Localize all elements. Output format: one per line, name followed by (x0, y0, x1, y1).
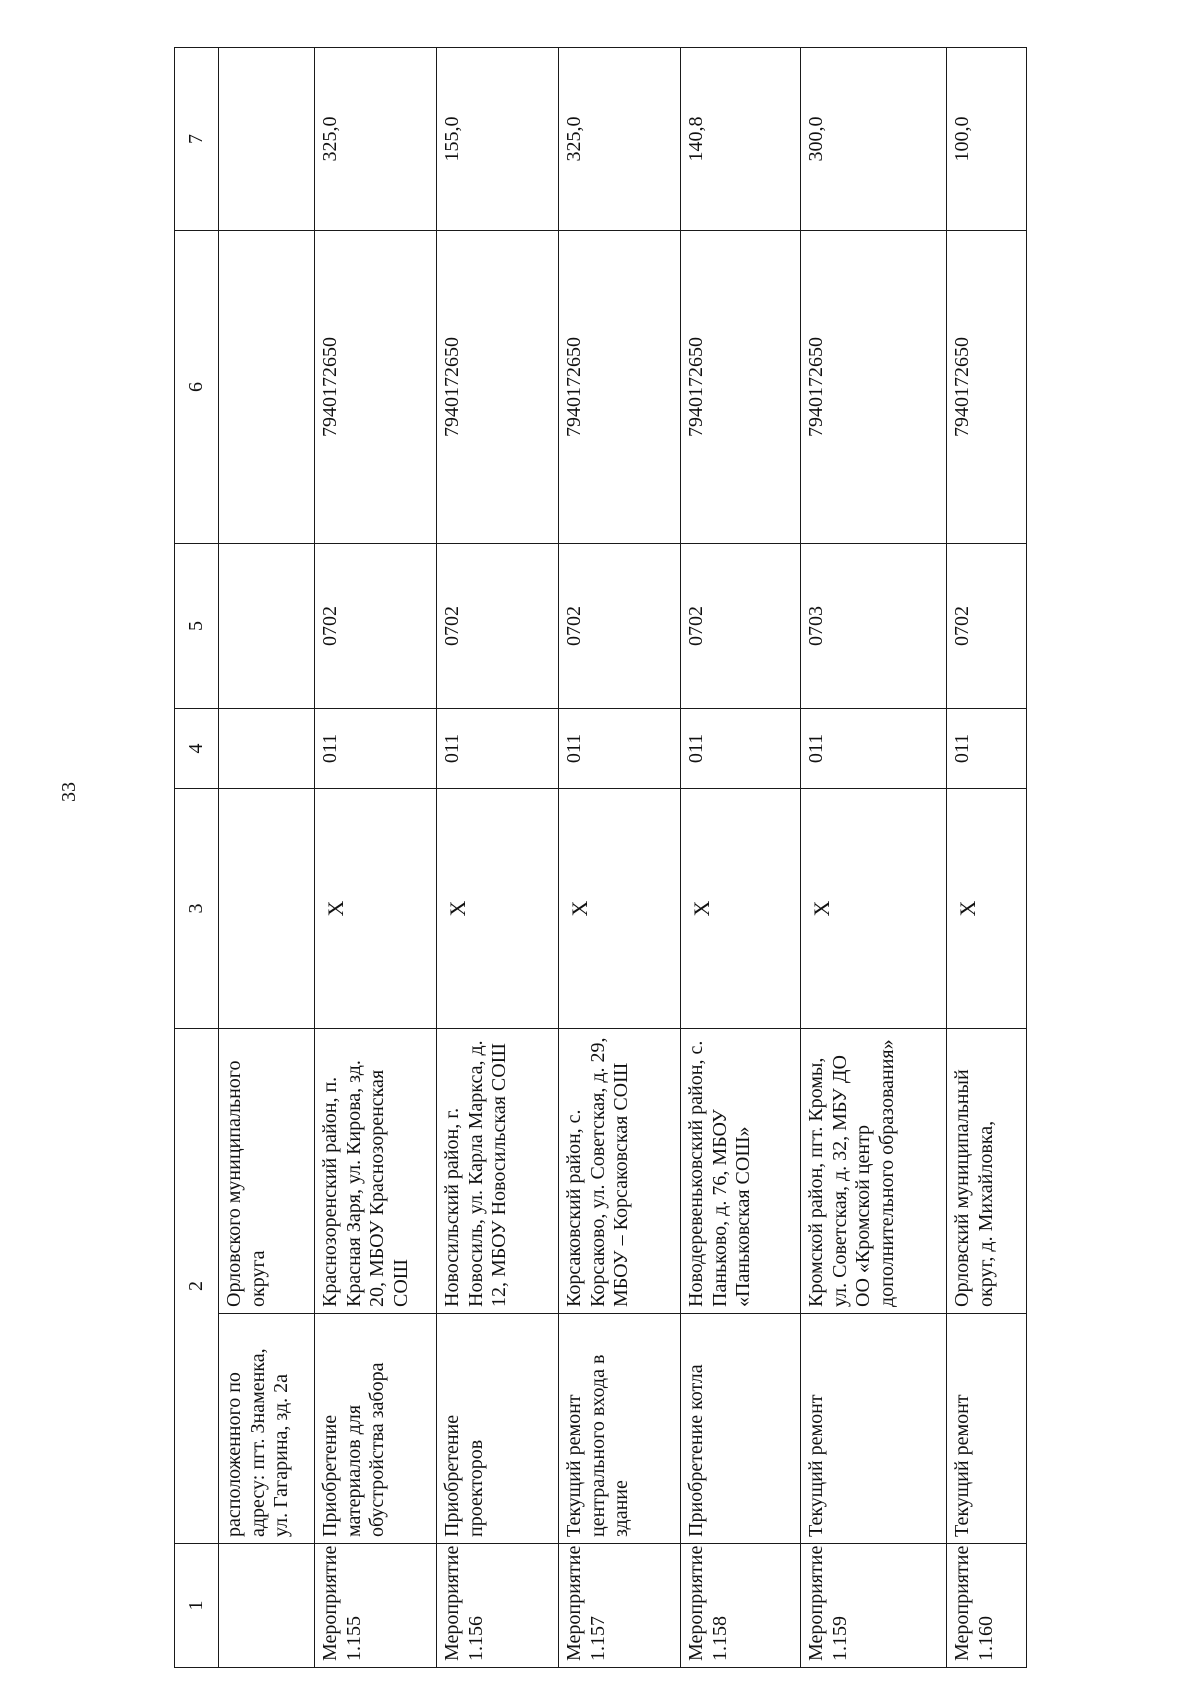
amount-cell: 300,0 (801, 48, 947, 231)
page-number: 33 (58, 782, 80, 802)
col5-cell (219, 544, 315, 709)
event-cell: Мероприятие 1.157 (559, 1544, 681, 1668)
address-cell: Корсаковский район, с. Корсаково, ул. Советская, д. 29, МБОУ – Корсаковская СОШ (559, 1029, 681, 1314)
col6-cell (219, 231, 315, 544)
col5-cell: 0702 (437, 544, 559, 709)
col5-cell: 0702 (315, 544, 437, 709)
col6-cell: 7940172650 (947, 231, 1027, 544)
col5-cell: 0702 (559, 544, 681, 709)
col4-cell: 011 (947, 709, 1027, 789)
address-cell: Кромской район, пгт. Кромы, ул. Советская, д. 32, МБУ ДО ОО «Кромской центр дополнительного образования» (801, 1029, 947, 1314)
col3-cell: Х (801, 789, 947, 1029)
address-cell: Орловского муниципального округа (219, 1029, 315, 1314)
col6-cell: 7940172650 (437, 231, 559, 544)
col5-cell: 0702 (947, 544, 1027, 709)
col3-cell: Х (559, 789, 681, 1029)
col3-cell: Х (947, 789, 1027, 1029)
event-cell: Мероприятие 1.158 (681, 1544, 801, 1668)
col3-cell (219, 789, 315, 1029)
col6-cell: 7940172650 (681, 231, 801, 544)
amount-cell (219, 48, 315, 231)
amount-cell: 155,0 (437, 48, 559, 231)
col4-cell: 011 (559, 709, 681, 789)
work-description-cell: Приобретение проекторов (437, 1314, 559, 1544)
work-description-cell: Приобретение материалов для обустройства забора (315, 1314, 437, 1544)
rotated-table-container (174, 48, 1026, 1668)
amount-cell: 140,8 (681, 48, 801, 231)
col3-cell: Х (681, 789, 801, 1029)
col4-cell: 011 (437, 709, 559, 789)
event-cell: Мероприятие 1.156 (437, 1544, 559, 1668)
event-cell: Мероприятие 1.159 (801, 1544, 947, 1668)
header-cell-7: 7 (175, 48, 219, 231)
col4-cell: 011 (315, 709, 437, 789)
table-header-row (175, 48, 219, 1668)
col4-cell (219, 709, 315, 789)
work-description-cell: Текущий ремонт (801, 1314, 947, 1544)
col5-cell: 0703 (801, 544, 947, 709)
col5-cell: 0702 (681, 544, 801, 709)
address-cell: Орловский муниципальный округ, д. Михайловка, (947, 1029, 1027, 1314)
work-description-cell: Текущий ремонт центрального входа в здание (559, 1314, 681, 1544)
col4-cell: 011 (801, 709, 947, 789)
table-row (219, 48, 315, 1668)
work-description-cell: Приобретение котла (681, 1314, 801, 1544)
header-cell-4: 4 (175, 709, 219, 789)
address-cell: Новодеревеньковский район, с. Паньково, д. 76, МБОУ «Паньковская СОШ» (681, 1029, 801, 1314)
amount-cell: 100,0 (947, 48, 1027, 231)
table-row (681, 48, 801, 1668)
header-cell-1: 1 (175, 1544, 219, 1668)
table-row (801, 48, 947, 1668)
event-cell: Мероприятие 1.155 (315, 1544, 437, 1668)
header-cell-2: 2 (175, 1029, 219, 1544)
event-cell (219, 1544, 315, 1668)
col6-cell: 7940172650 (559, 231, 681, 544)
work-description-cell: расположенного по адресу: пгт. Знаменка, ул. Гагарина, зд. 2а (219, 1314, 315, 1544)
amount-cell: 325,0 (315, 48, 437, 231)
table-row (315, 48, 437, 1668)
table-row (947, 48, 1027, 1668)
header-cell-3: 3 (175, 789, 219, 1029)
table-row (437, 48, 559, 1668)
work-description-cell: Текущий ремонт (947, 1314, 1027, 1544)
header-cell-6: 6 (175, 231, 219, 544)
event-cell: Мероприятие 1.160 (947, 1544, 1027, 1668)
col3-cell: Х (437, 789, 559, 1029)
col4-cell: 011 (681, 709, 801, 789)
budget-table (174, 47, 1027, 1668)
col3-cell: Х (315, 789, 437, 1029)
header-cell-5: 5 (175, 544, 219, 709)
amount-cell: 325,0 (559, 48, 681, 231)
col6-cell: 7940172650 (801, 231, 947, 544)
address-cell: Новосильский район, г. Новосиль, ул. Карла Маркса, д. 12, МБОУ Новосильская СОШ (437, 1029, 559, 1314)
table-row (559, 48, 681, 1668)
address-cell: Краснозоренский район, п. Красная Заря, ул. Кирова, зд. 20, МБОУ Краснозоренская СОШ (315, 1029, 437, 1314)
col6-cell: 7940172650 (315, 231, 437, 544)
